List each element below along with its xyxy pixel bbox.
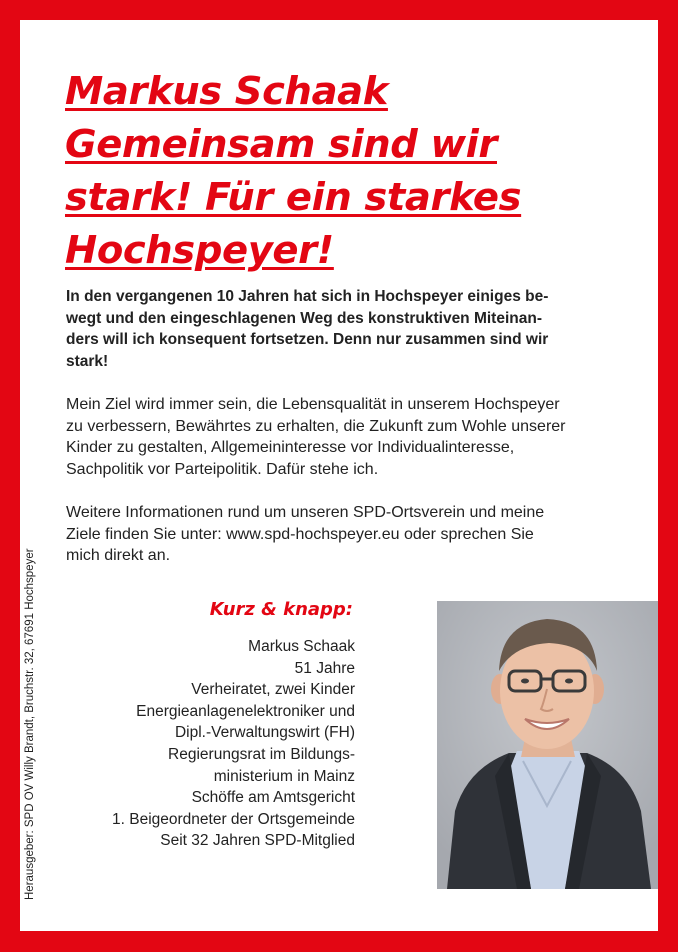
fact-membership: Seit 32 Jahren SPD-Mitglied xyxy=(160,832,355,850)
fact-profession: Energieanlagenelektroniker und xyxy=(136,702,355,720)
goal-paragraph xyxy=(66,394,614,480)
headline-line: Markus Schaak xyxy=(65,69,388,114)
flyer-page xyxy=(20,20,658,931)
fact-name: Markus Schaak xyxy=(248,638,355,655)
intro-line: In den vergangenen 10 Jahren hat sich in Hochspeyer einiges be- xyxy=(66,288,549,305)
fact-degree: Dipl.-Verwaltungswirt (FH) xyxy=(174,724,355,742)
headline-line: stark! Für ein starkes xyxy=(65,175,522,220)
fact-court: Schöffe am Amtsgericht xyxy=(191,789,355,807)
fact-job: Regierungsrat im Bildungs- xyxy=(168,745,355,763)
fact-age: 51 Jahre xyxy=(294,659,355,677)
publisher-imprint: Herausgeber: SPD OV Willy Brandt, Bruchstr. 32, 67691 Hochspeyer xyxy=(24,548,36,900)
fact-family: Verheiratet, zwei Kinder xyxy=(191,681,355,699)
goal-line: Mein Ziel wird immer sein, die Lebensqualität in unserem Hochspeyer xyxy=(66,396,560,413)
goal-line: Sachpolitik vor Parteipolitik. Dafür stehe ich. xyxy=(66,460,379,478)
info-line: mich direkt an. xyxy=(66,547,171,565)
intro-line: stark! xyxy=(66,352,109,370)
summary-facts xyxy=(40,636,355,852)
intro-line: wegt und den eingeschlagenen Weg des konstruktiven Miteinan- xyxy=(66,309,542,327)
goal-line: zu verbessern, Bewährtes zu erhalten, die Zukunft zum Wohle unserer xyxy=(66,417,566,435)
summary-title: Kurz & knapp: xyxy=(209,599,353,620)
info-line: Ziele finden Sie unter: www.spd-hochspeyer.eu oder sprechen Sie xyxy=(66,525,534,543)
headline-line: Hochspeyer! xyxy=(65,228,334,273)
portrait-photo xyxy=(437,601,658,889)
intro-paragraph xyxy=(66,286,614,372)
portrait-illustration xyxy=(437,601,658,889)
intro-line: ders will ich konsequent fortsetzen. Denn nur zusammen sind wir xyxy=(66,331,549,349)
info-paragraph xyxy=(66,502,614,567)
headline xyxy=(65,65,625,277)
goal-line: Kinder zu gestalten, Allgemeininteresse vor Individualinteresse, xyxy=(66,439,515,457)
fact-council: 1. Beigeordneter der Ortsgemeinde xyxy=(112,810,355,828)
info-line: Weitere Informationen rund um unseren SPD-Ortsverein und meine xyxy=(66,504,545,521)
fact-job-continued: ministerium in Mainz xyxy=(213,767,355,785)
headline-line: Gemeinsam sind wir xyxy=(65,122,497,167)
